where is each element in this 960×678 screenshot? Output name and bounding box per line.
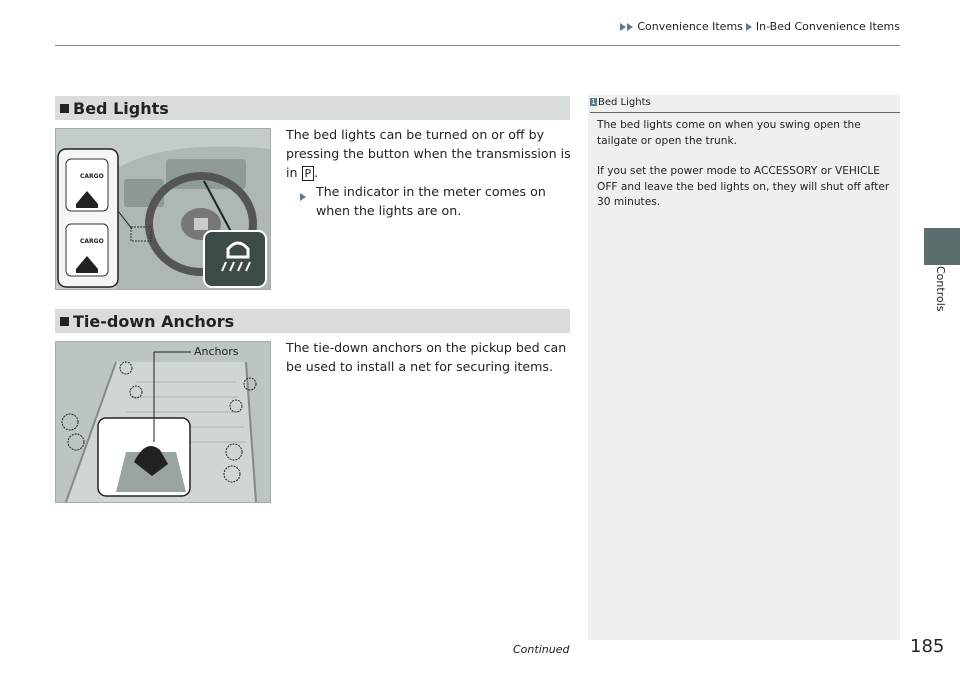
section-heading-tie-down [55, 309, 570, 333]
chapter-tab-label: Controls [934, 266, 947, 312]
section-title: Tie-down Anchors [73, 311, 235, 331]
sentence-period: . [314, 165, 319, 180]
cargo-label-upper: CARGO [80, 173, 104, 180]
continued-label: Continued [513, 643, 570, 656]
result-arrow-icon [300, 187, 307, 206]
bed-lights-paragraph: The bed lights can be turned on or off by pressing the button when the transmission is in [286, 127, 571, 180]
cargo-label-lower: CARGO [80, 238, 104, 245]
bed-lights-illustration [55, 128, 271, 290]
chapter-tab [924, 228, 960, 265]
arrow-icon [620, 23, 626, 31]
side-note-p2: If you set the power mode to ACCESSORY or VEHICLE OFF and leave the bed lights on, they will shut off after 30 minutes. [597, 165, 890, 208]
side-note-rule [590, 112, 900, 113]
side-note-body [597, 118, 892, 211]
pickup-bed-illustration [56, 342, 270, 502]
arrow-icon [746, 23, 752, 31]
arrow-icon [627, 23, 633, 31]
anchors-callout: Anchors [194, 345, 239, 358]
side-note-title-text: Bed Lights [598, 97, 651, 108]
dashboard-illustration [56, 129, 270, 289]
breadcrumb [620, 20, 900, 33]
header-rule [55, 45, 900, 46]
breadcrumb-item-in-bed: In-Bed Convenience Items [755, 20, 900, 33]
bed-lights-text [286, 125, 571, 182]
gear-p-indicator: P [302, 166, 315, 181]
tie-down-illustration [55, 341, 271, 503]
tie-down-paragraph: The tie-down anchors on the pickup bed can be used to install a net for securing items. [286, 340, 567, 374]
square-bullet-icon [60, 104, 69, 113]
section-title: Bed Lights [73, 98, 169, 118]
section-heading-bed-lights [55, 96, 570, 120]
side-note-p1: The bed lights come on when you swing open the tailgate or open the trunk. [597, 119, 861, 147]
indicator-text: The indicator in the meter comes on when the lights are on. [316, 184, 546, 218]
breadcrumb-item-convenience: Convenience Items [637, 20, 743, 33]
square-bullet-icon [60, 317, 69, 326]
note-ref-icon: 1 [591, 98, 596, 106]
indicator-note [300, 182, 570, 220]
page-number: 185 [910, 636, 945, 657]
side-note-title [590, 97, 651, 108]
